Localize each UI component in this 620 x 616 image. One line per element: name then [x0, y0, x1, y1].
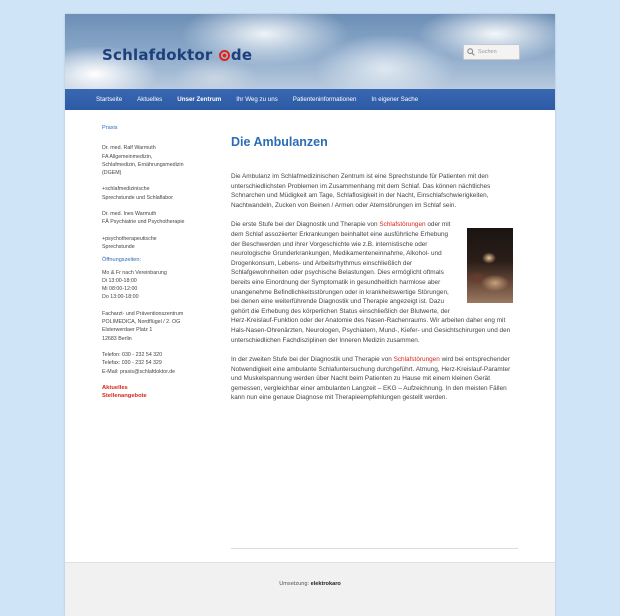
doctor1-title: FA Allgemeinmedizin, [102, 153, 153, 160]
search-box [463, 44, 520, 60]
nav-item-in-eigener-sache[interactable]: In eigener Sache [371, 96, 419, 103]
nav-item-unser-zentrum[interactable]: Unser Zentrum [177, 96, 222, 103]
credit-link[interactable]: elektrokaro [310, 581, 341, 587]
doctor1-spec2: (DGEM) [102, 170, 122, 177]
doctor2-name: Dr. med. Ines Warmuth [102, 211, 157, 218]
nav-item-aktuelles[interactable]: Aktuelles [137, 96, 163, 103]
stage2-text-after: wird bei entsprechender Notwendigkeit eine ambulante Schlafuntersuchung durchgeführt. Atmung, Herz-Kreislauf-Paramter und Muskelspannung werden über Nacht beim Patienten zu Hause mit einem kleinen Gerät gemessen, vergleichbar einer ambulanten Langzeit – EKG – Aufzeichnung. In den meisten Fällen kann nun eine genaue Diagnose mit Therapieempfehlungen gestellt werden. [231, 356, 511, 402]
address-line2: POLIMEDICA, Nordflügel / 2. OG [102, 319, 181, 326]
schlafstoerungen-link-2[interactable]: Schlafstörungen [393, 356, 440, 364]
footer [65, 562, 555, 616]
hours-mi: Mi 08:00-12:00 [102, 286, 138, 293]
service1-line2: Sprechstunde und Schlaflabor [102, 194, 173, 201]
header-banner [65, 14, 555, 89]
intro-paragraph: Die Ambulanz im Schlafmedizinischen Zentrum ist eine Sprechstunde für Patienten mit den unterschiedlichsten Problemen im Zusammenhang mit dem Schlaf. Das können nächtliches Schnarchen und Müdigkeit am Tage, Schlaflosigkeit in der Nacht, Einschlafschwierigkeiten, Nachtwandeln, Zucken von Beinen / Armen oder Atemstörungen im Schlaf sein. [231, 173, 491, 209]
nav-item-ihr-weg-zu-uns[interactable]: Ihr Weg zu uns [236, 96, 278, 103]
service1-line1: +schlafmedizinische [102, 186, 150, 193]
search-input[interactable] [475, 49, 516, 55]
hours-heading: Öffnungszeiten: [102, 257, 142, 264]
service2-line1: +psychotherapeutische [102, 235, 157, 242]
doctor1-spec: Schlafmedizin, Ernährungsmedizin [102, 161, 184, 168]
site-logo[interactable] [102, 46, 252, 64]
sidebar-link-stellenangebote[interactable]: Stellenangebote [102, 393, 147, 400]
logo-dot-icon [219, 50, 230, 61]
service2-line2: Sprechstunde [102, 243, 135, 250]
nav-item-startseite[interactable]: Startseite [96, 96, 123, 103]
page-container [65, 14, 555, 616]
footer-credit [65, 581, 555, 587]
address-line1: Facharzt- und Präventionszentrum [102, 310, 184, 317]
credit-label: Umsetzung: [279, 581, 310, 587]
praxis-heading: Praxis [102, 125, 118, 131]
fax: Telefax: 030 - 232 54 329 [102, 360, 162, 367]
schlafstoerungen-link-1[interactable]: Schlafstörungen [379, 221, 426, 229]
doctor1-name: Dr. med. Ralf Warmuth [102, 145, 156, 152]
stage2-text-before: In der zweiten Stufe bei der Diagnostik und Therapie von [231, 356, 392, 364]
logo-text-left: Schlafdoktor [102, 46, 213, 64]
stage2-paragraph [231, 355, 521, 403]
address-line4: 12683 Berlin [102, 335, 132, 342]
doctor2-title: FÄ Psychiatrie und Psychotherapie [102, 219, 185, 226]
main-content [231, 134, 521, 403]
hours-intro: Mo & Fr nach Vereinbarung [102, 269, 167, 276]
email: E-Mail: praxis@schlafdoktor.de [102, 368, 176, 375]
hours-do: Do 13:00-18:00 [102, 294, 139, 301]
patient-photo [467, 228, 513, 303]
page-title: Die Ambulanzen [231, 135, 328, 149]
hours-di: Di 13:00-18:00 [102, 277, 137, 284]
stage1-text-before: Die erste Stufe bei der Diagnostik und Therapie von [231, 221, 378, 229]
stage1-text-after: oder mit dem Schlaf assoziierter Erkrankungen beinhaltet eine ausführliche Erhebung der Beschwerden und ihrer Vorgeschichte wie z.B. internistische oder neurologische Grunderkrankungen, Medikamenteneinnahme, Alkohol- und Drogenkonsum, Lebens- und Arbeitsrhythmus einschließlich der Schlafgewohnheiten oder psychische Belastungen. Dies ermöglicht oftmals bereits eine Einordnung der Symptomatik in gesundheitlich harmlose aber unangenehme Befindlichkeitsstörungen oder in krankheitswertige Störungen, bei denen eine weiterführende Diagnostik und Therapie angezeigt ist. Dazu gehört die Erhebung des körperlichen Status einschließlich der Blutwerte, der Herz-Kreislauf-Funktion oder der Anatomie des Nasen-Rachenraums. Wir arbeiten daher eng mit Hals-Nasen-Ohrenärzten, Neurologen, Psychiatern, Mund-, Kiefer- und Gesichtschirurgen und den unterschiedlichen Fachdisziplinen der Inneren Medizin zusammen. [231, 221, 511, 344]
phone: Telefon: 030 - 232 54 320 [102, 351, 163, 358]
search-icon [467, 48, 475, 56]
main-nav [65, 89, 555, 110]
content-divider [231, 548, 518, 549]
sidebar-link-aktuelles[interactable]: Aktuelles [102, 384, 128, 391]
nav-item-patienteninformationen[interactable]: Patienteninformationen [292, 96, 357, 103]
sidebar [102, 124, 212, 400]
address-line3: Elsterwerdaer Platz 1 [102, 327, 153, 334]
logo-text-right: de [230, 46, 253, 64]
